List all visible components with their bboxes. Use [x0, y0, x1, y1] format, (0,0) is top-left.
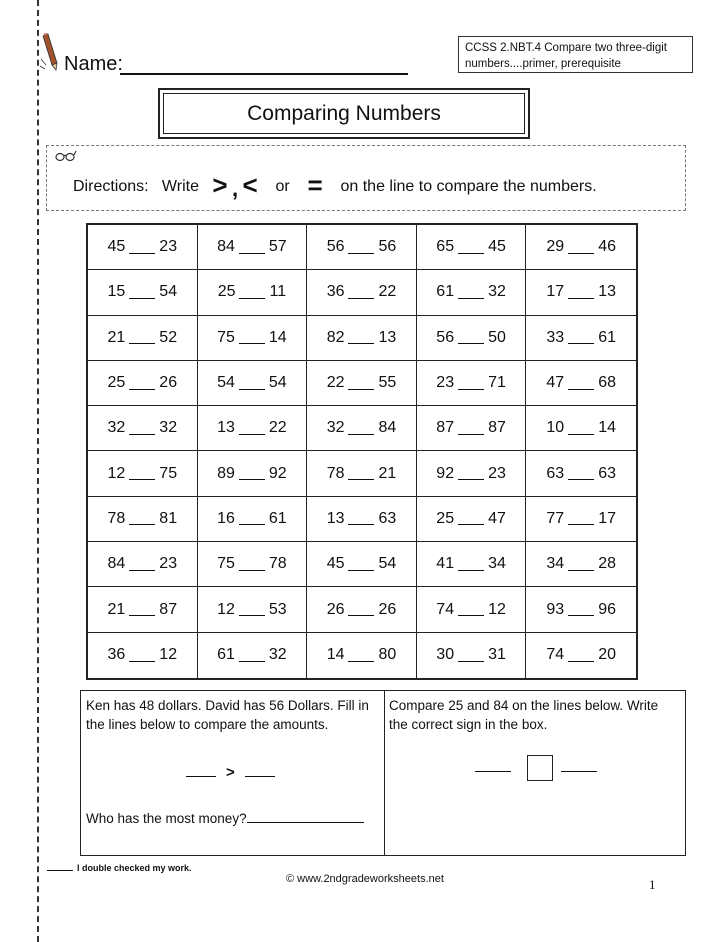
answer-blank[interactable]	[348, 649, 374, 662]
compare-text: Compare 25 and 84 on the lines below. Write the correct sign in the box.	[389, 698, 659, 732]
margin-line	[37, 0, 39, 942]
problem-cell	[88, 542, 198, 587]
right-number: 56	[378, 238, 397, 256]
right-number: 14	[268, 328, 287, 346]
right-number: 26	[378, 600, 397, 618]
answer-blank[interactable]	[568, 286, 594, 299]
right-number: 32	[159, 419, 178, 437]
left-number: 65	[436, 238, 455, 256]
left-number: 21	[107, 600, 126, 618]
answer-blank[interactable]	[458, 377, 484, 390]
answer-blank-left[interactable]	[186, 764, 216, 777]
problem-cell	[417, 406, 527, 451]
answer-blank[interactable]	[348, 558, 374, 571]
right-number: 52	[159, 328, 178, 346]
right-number: 26	[159, 374, 178, 392]
left-number: 29	[546, 238, 565, 256]
compare-panel	[385, 691, 685, 855]
right-number: 80	[378, 646, 397, 664]
right-number: 54	[268, 374, 287, 392]
right-number: 68	[598, 374, 616, 392]
problem-cell	[198, 542, 308, 587]
problem-cell	[307, 451, 417, 496]
left-number: 25	[107, 374, 126, 392]
answer-blank[interactable]	[348, 467, 374, 480]
right-number: 53	[268, 600, 287, 618]
money-question-text: Who has the most money?	[86, 811, 247, 826]
left-number: 84	[217, 238, 235, 256]
problem-cell	[526, 451, 636, 496]
problem-cell	[307, 497, 417, 542]
problem-cell	[198, 451, 308, 496]
right-number: 20	[598, 646, 616, 664]
money-answer-blank[interactable]	[247, 810, 364, 823]
problem-cell	[307, 542, 417, 587]
left-number: 30	[436, 646, 455, 664]
directions-text	[73, 170, 597, 202]
answer-blank[interactable]	[239, 286, 265, 299]
left-number: 25	[217, 283, 236, 301]
answer-blank[interactable]	[239, 241, 265, 254]
right-number: 81	[159, 509, 178, 527]
right-number: 21	[378, 464, 397, 482]
left-number: 75	[217, 328, 235, 346]
website-credit: © www.2ndgradeworksheets.net	[286, 873, 444, 885]
answer-blank[interactable]	[348, 512, 374, 525]
right-number: 45	[488, 238, 506, 256]
answer-blank[interactable]	[239, 377, 265, 390]
left-number: 41	[436, 555, 455, 573]
answer-blank[interactable]	[568, 467, 594, 480]
left-number: 26	[326, 600, 345, 618]
problem-cell	[198, 587, 308, 632]
problem-cell	[307, 225, 417, 270]
check-text: I double checked my work.	[77, 863, 192, 873]
answer-blank[interactable]	[568, 331, 594, 344]
right-number: 57	[268, 238, 287, 256]
problem-cell	[88, 225, 198, 270]
left-number: 74	[436, 600, 455, 618]
left-number: 61	[217, 646, 235, 664]
left-number: 13	[326, 509, 345, 527]
bottom-box	[80, 690, 686, 856]
left-number: 77	[546, 509, 565, 527]
left-number: 87	[436, 419, 455, 437]
answer-blank[interactable]	[129, 377, 155, 390]
problem-cell	[307, 270, 417, 315]
answer-blank-right[interactable]	[245, 764, 275, 777]
answer-blank[interactable]	[129, 558, 155, 571]
problem-cell	[307, 633, 417, 678]
answer-blank[interactable]	[568, 649, 594, 662]
left-number: 74	[546, 646, 565, 664]
word-problem-compare	[186, 763, 275, 782]
problem-cell	[417, 361, 527, 406]
answer-blank[interactable]	[129, 241, 155, 254]
left-number: 45	[107, 238, 126, 256]
problem-cell	[88, 406, 198, 451]
page-number: 1	[649, 877, 656, 892]
right-number: 22	[268, 419, 287, 437]
answer-blank[interactable]	[458, 331, 484, 344]
left-number: 10	[546, 419, 565, 437]
answer-blank[interactable]	[348, 241, 374, 254]
problem-cell	[198, 497, 308, 542]
answer-blank[interactable]	[129, 512, 155, 525]
right-number: 17	[598, 509, 616, 527]
problem-cell	[526, 633, 636, 678]
left-number: 36	[107, 646, 126, 664]
name-label: Name:	[64, 53, 123, 75]
right-number: 54	[159, 283, 178, 301]
right-number: 23	[488, 464, 506, 482]
answer-blank[interactable]	[568, 603, 594, 616]
problem-cell	[526, 270, 636, 315]
left-number: 84	[107, 555, 126, 573]
problem-cell	[526, 497, 636, 542]
name-field[interactable]	[120, 73, 408, 75]
answer-blank[interactable]	[458, 467, 484, 480]
answer-blank[interactable]	[568, 241, 594, 254]
left-number: 36	[326, 283, 345, 301]
problem-cell	[307, 316, 417, 361]
right-number: 50	[488, 328, 506, 346]
right-number: 22	[378, 283, 397, 301]
right-number: 55	[378, 374, 397, 392]
check-blank[interactable]	[47, 870, 73, 871]
compare-blank-right[interactable]	[561, 771, 597, 772]
answer-blank[interactable]	[239, 422, 265, 435]
word-problem-text: Ken has 48 dollars. David has 56 Dollars. Fill in the lines below to compare the amounts.	[86, 698, 369, 732]
standard-box	[458, 36, 693, 73]
left-number: 32	[326, 419, 345, 437]
left-number: 82	[326, 328, 345, 346]
directions-write: Write	[161, 178, 199, 195]
glasses-icon	[55, 150, 77, 162]
problem-cell	[417, 451, 527, 496]
answer-blank[interactable]	[348, 377, 374, 390]
less-than-symbol: <	[242, 170, 258, 200]
right-number: 13	[598, 283, 616, 301]
answer-blank[interactable]	[348, 603, 374, 616]
answer-blank[interactable]	[458, 512, 484, 525]
right-number: 32	[488, 283, 506, 301]
problem-cell	[307, 406, 417, 451]
right-number: 96	[598, 600, 616, 618]
right-number: 61	[598, 328, 616, 346]
left-number: 12	[107, 464, 126, 482]
right-number: 47	[488, 509, 506, 527]
left-number: 75	[217, 555, 235, 573]
problem-cell	[198, 406, 308, 451]
right-number: 78	[268, 555, 287, 573]
problem-cell	[88, 270, 198, 315]
answer-blank[interactable]	[348, 331, 374, 344]
problem-cell	[417, 633, 527, 678]
problem-cell	[307, 587, 417, 632]
right-number: 54	[378, 555, 397, 573]
left-number: 13	[217, 419, 235, 437]
left-number: 22	[326, 374, 345, 392]
answer-blank[interactable]	[239, 558, 265, 571]
directions-suffix: on the line to compare the numbers.	[340, 178, 597, 195]
problem-cell	[198, 225, 308, 270]
answer-blank[interactable]	[458, 286, 484, 299]
right-number: 13	[378, 328, 397, 346]
answer-blank[interactable]	[348, 286, 374, 299]
left-number: 14	[326, 646, 345, 664]
left-number: 32	[107, 419, 126, 437]
greater-than-sign: >	[226, 764, 235, 781]
answer-blank[interactable]	[239, 603, 265, 616]
right-number: 87	[159, 600, 178, 618]
standard-line-1: CCSS 2.NBT.4 Compare two three-digit	[465, 42, 667, 54]
right-number: 46	[598, 238, 616, 256]
right-number: 28	[598, 555, 616, 573]
left-number: 12	[217, 600, 235, 618]
right-number: 12	[488, 600, 506, 618]
right-number: 75	[159, 464, 178, 482]
problem-grid	[86, 223, 638, 680]
problem-cell	[417, 270, 527, 315]
problem-cell	[88, 587, 198, 632]
left-number: 34	[546, 555, 565, 573]
answer-blank[interactable]	[129, 331, 155, 344]
left-number: 92	[436, 464, 455, 482]
answer-blank[interactable]	[239, 331, 265, 344]
answer-blank[interactable]	[458, 603, 484, 616]
pencil-icon	[39, 33, 61, 73]
answer-blank[interactable]	[458, 422, 484, 435]
right-number: 31	[488, 646, 506, 664]
answer-blank[interactable]	[239, 467, 265, 480]
answer-blank[interactable]	[568, 512, 594, 525]
answer-blank[interactable]	[239, 512, 265, 525]
answer-blank[interactable]	[129, 467, 155, 480]
answer-blank[interactable]	[568, 558, 594, 571]
right-number: 14	[598, 419, 616, 437]
problem-cell	[88, 633, 198, 678]
left-number: 16	[217, 509, 235, 527]
right-number: 23	[159, 238, 178, 256]
right-number: 71	[488, 374, 506, 392]
directions-label: Directions:	[73, 178, 149, 195]
problem-cell	[88, 361, 198, 406]
problem-cell	[417, 542, 527, 587]
problem-cell	[417, 497, 527, 542]
right-number: 34	[488, 555, 506, 573]
left-number: 78	[326, 464, 345, 482]
problem-cell	[307, 361, 417, 406]
problem-cell	[88, 316, 198, 361]
standard-line-2: numbers....primer, prerequisite	[465, 58, 621, 70]
left-number: 54	[217, 374, 235, 392]
left-number: 93	[546, 600, 565, 618]
right-number: 32	[268, 646, 287, 664]
problem-cell	[88, 451, 198, 496]
problem-cell	[88, 497, 198, 542]
sign-box[interactable]	[527, 755, 553, 781]
answer-blank[interactable]	[458, 241, 484, 254]
answer-blank[interactable]	[129, 603, 155, 616]
directions-or: or	[275, 178, 290, 195]
left-number: 56	[326, 238, 345, 256]
problem-cell	[526, 361, 636, 406]
problem-cell	[526, 225, 636, 270]
left-number: 63	[546, 464, 565, 482]
right-number: 92	[268, 464, 287, 482]
left-number: 23	[436, 374, 455, 392]
greater-than-symbol: >	[212, 170, 228, 200]
left-number: 56	[436, 328, 455, 346]
problem-cell	[417, 587, 527, 632]
problem-cell	[417, 225, 527, 270]
right-number: 84	[378, 419, 397, 437]
right-number: 61	[268, 509, 287, 527]
left-number: 21	[107, 328, 126, 346]
page-title: Comparing Numbers	[163, 93, 525, 134]
word-problem-panel	[81, 691, 385, 855]
answer-blank[interactable]	[348, 422, 374, 435]
compare-blank-left[interactable]	[475, 771, 511, 772]
right-number: 63	[598, 464, 616, 482]
left-number: 17	[546, 283, 565, 301]
left-number: 89	[217, 464, 235, 482]
money-question	[86, 809, 364, 828]
left-number: 61	[436, 283, 455, 301]
problem-cell	[198, 316, 308, 361]
problem-cell	[526, 587, 636, 632]
problem-cell	[417, 316, 527, 361]
answer-blank[interactable]	[239, 649, 265, 662]
comma-symbol: ,	[231, 176, 239, 201]
answer-blank[interactable]	[129, 649, 155, 662]
directions-box	[46, 145, 686, 211]
answer-blank[interactable]	[568, 422, 594, 435]
equals-symbol: =	[307, 170, 323, 200]
right-number: 12	[159, 646, 178, 664]
left-number: 78	[107, 509, 126, 527]
answer-blank[interactable]	[458, 649, 484, 662]
left-number: 33	[546, 328, 565, 346]
answer-blank[interactable]	[568, 377, 594, 390]
title-box	[158, 88, 530, 139]
right-number: 11	[269, 283, 287, 301]
answer-blank[interactable]	[129, 286, 155, 299]
left-number: 47	[546, 374, 565, 392]
problem-cell	[526, 542, 636, 587]
answer-blank[interactable]	[458, 558, 484, 571]
right-number: 63	[378, 509, 397, 527]
left-number: 15	[107, 283, 126, 301]
answer-blank[interactable]	[129, 422, 155, 435]
left-number: 45	[326, 555, 345, 573]
problem-cell	[526, 316, 636, 361]
right-number: 87	[488, 419, 506, 437]
right-number: 23	[159, 555, 178, 573]
problem-cell	[198, 633, 308, 678]
problem-cell	[198, 361, 308, 406]
left-number: 25	[436, 509, 455, 527]
problem-cell	[198, 270, 308, 315]
problem-cell	[526, 406, 636, 451]
